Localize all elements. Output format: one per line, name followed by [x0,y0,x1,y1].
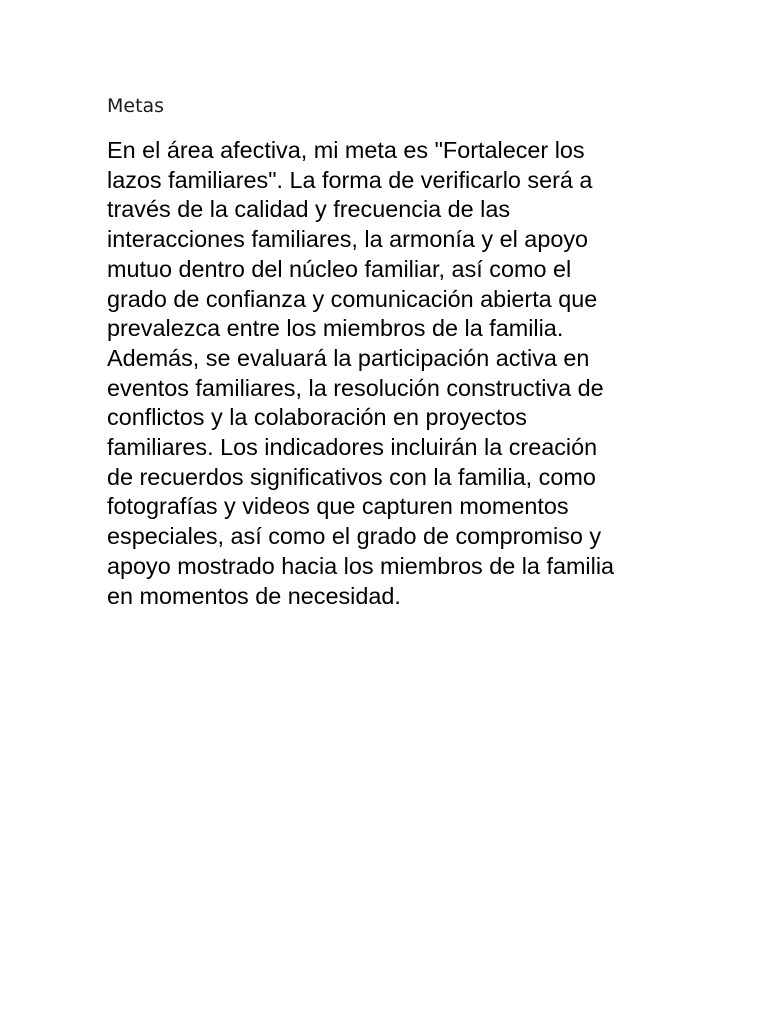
paragraph-line: eventos familiares, la resolución constructiva de [107,374,604,401]
paragraph-line: Además, se evaluará la participación activa en [107,344,590,371]
paragraph-line: En el área afectiva, mi meta es "Fortalecer los [107,137,585,163]
paragraph-line: lazos familiares". La forma de verificarlo será a [107,166,593,193]
paragraph-line: grado de confianza y comunicación abierta que [107,285,598,312]
paragraph-line: en momentos de necesidad. [107,582,401,609]
paragraph-line: familiares. Los indicadores incluirán la creación [107,434,598,461]
paragraph-line: especiales, así como el grado de compromiso y [107,523,602,550]
document-paragraph [107,136,667,611]
document-heading: Metas [107,95,165,117]
paragraph-line: través de la calidad y frecuencia de las [107,196,511,223]
paragraph-line: fotografías y videos que capturen momentos [107,493,569,520]
paragraph-line: prevalezca entre los miembros de la familia. [107,315,564,342]
paragraph-line: mutuo dentro del núcleo familiar, así como el [107,255,572,282]
paragraph-line: de recuerdos significativos con la familia, como [107,463,596,490]
paragraph-line: conflictos y la colaboración en proyectos [107,404,527,431]
paragraph-line: interacciones familiares, la armonía y el apoyo [107,226,589,253]
paragraph-line: apoyo mostrado hacia los miembros de la familia [107,552,615,579]
